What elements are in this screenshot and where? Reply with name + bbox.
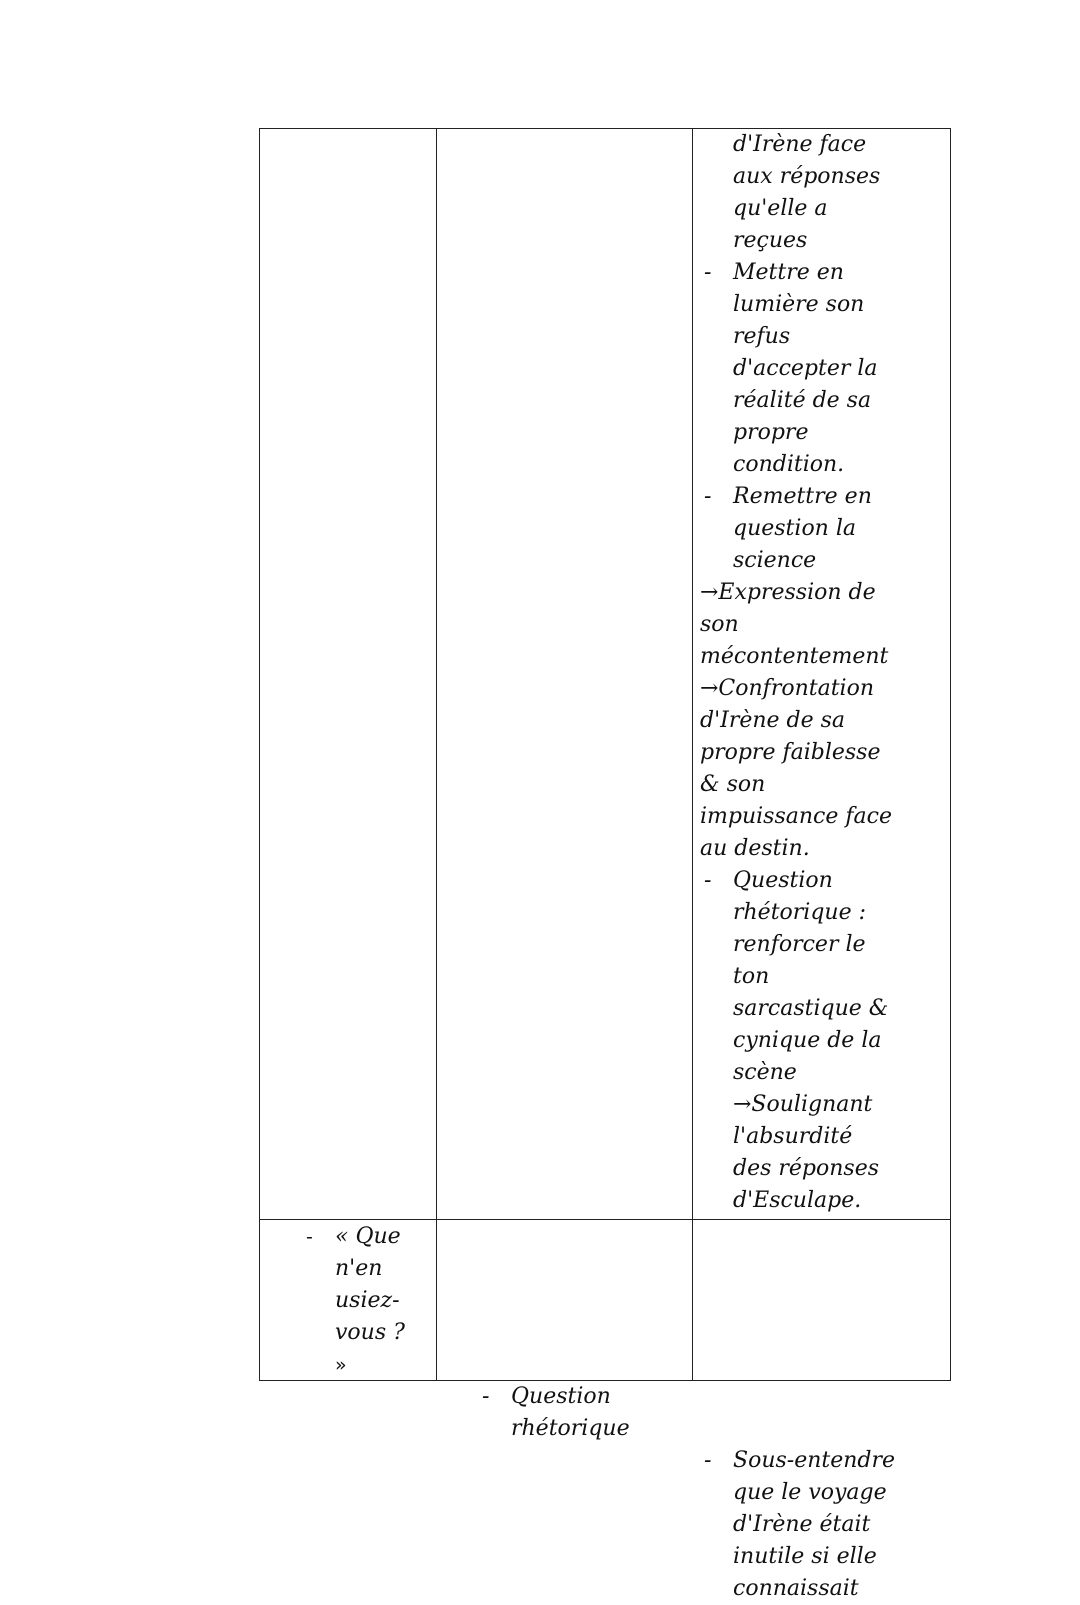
row2-col3-cell	[700, 1445, 983, 1605]
dash-marker: -	[704, 484, 712, 509]
arrow-note	[700, 577, 950, 673]
text-line: propre	[733, 420, 809, 445]
text-line: Remettre en	[733, 484, 872, 509]
text-line: sarcastique &	[733, 996, 889, 1021]
text-line: des réponses	[733, 1156, 880, 1181]
text-line: →Soulignant	[733, 1092, 873, 1117]
column-divider-1	[436, 129, 437, 1380]
text-line: propre faiblesse	[700, 740, 881, 765]
text-line: Question	[511, 1384, 611, 1409]
column-divider-2	[692, 129, 693, 1380]
text-line: mécontentement	[700, 644, 889, 669]
dash-marker: -	[704, 260, 712, 285]
text-line: réalité de sa	[733, 388, 872, 413]
bullet-item	[700, 257, 950, 481]
text-line: scène	[733, 1060, 797, 1085]
text-line: usiez-	[335, 1288, 400, 1313]
text-line: qu'elle a	[733, 196, 828, 221]
bullet-item	[700, 481, 950, 577]
text-line: l'absurdité	[733, 1124, 853, 1149]
text-line: cynique de la	[733, 1028, 882, 1053]
dash-marker: -	[704, 868, 712, 893]
text-line: d'Irène était	[733, 1512, 871, 1537]
text-line: d'Irène de sa	[700, 708, 846, 733]
dash-marker: -	[482, 1384, 490, 1409]
text-line: lumière son	[733, 292, 865, 317]
text-line: connaissait	[733, 1576, 859, 1601]
text-line: question la	[733, 516, 856, 541]
text-line: science	[733, 548, 817, 573]
text-line: refus	[733, 324, 791, 349]
text-line: condition.	[733, 452, 845, 477]
text-line: au destin.	[700, 836, 810, 861]
dash-marker: -	[306, 1226, 313, 1248]
text-line: d'Esculape.	[733, 1188, 862, 1213]
row2-col2-cell	[478, 1381, 711, 1445]
dash-marker: -	[704, 1448, 712, 1473]
text-line: Sous-entendre	[733, 1448, 896, 1473]
text-line: aux réponses	[733, 164, 881, 189]
bullet-item	[700, 865, 950, 1217]
text-line: →Expression de	[700, 580, 876, 605]
text-line: que le voyage	[733, 1480, 887, 1505]
text-line: Mettre en	[733, 260, 844, 285]
continued-bullet	[700, 129, 950, 257]
text-line: Question	[733, 868, 833, 893]
text-line: vous ?	[335, 1320, 405, 1345]
text-line: renforcer le	[733, 932, 866, 957]
text-line: d'accepter la	[733, 356, 878, 381]
text-line: son	[700, 612, 739, 637]
text-line: ton	[733, 964, 770, 989]
text-line: rhétorique	[511, 1416, 630, 1441]
text-line: « Que	[335, 1224, 401, 1249]
text-line: d'Irène face	[733, 132, 867, 157]
text-line: n'en	[335, 1256, 383, 1281]
text-line: inutile si elle	[733, 1544, 877, 1569]
text-line: →Confrontation	[700, 676, 875, 701]
text-line: impuissance face	[700, 804, 892, 829]
row2-col1-cell	[302, 1221, 465, 1381]
text-line: rhétorique :	[733, 900, 867, 925]
analysis-table	[259, 128, 951, 1601]
row1-col3-cell	[700, 129, 950, 1217]
text-line: reçues	[733, 228, 808, 253]
text-line: & son	[700, 772, 766, 797]
arrow-note	[700, 673, 950, 865]
text-line: »	[335, 1354, 347, 1376]
row-divider	[260, 1219, 950, 1220]
